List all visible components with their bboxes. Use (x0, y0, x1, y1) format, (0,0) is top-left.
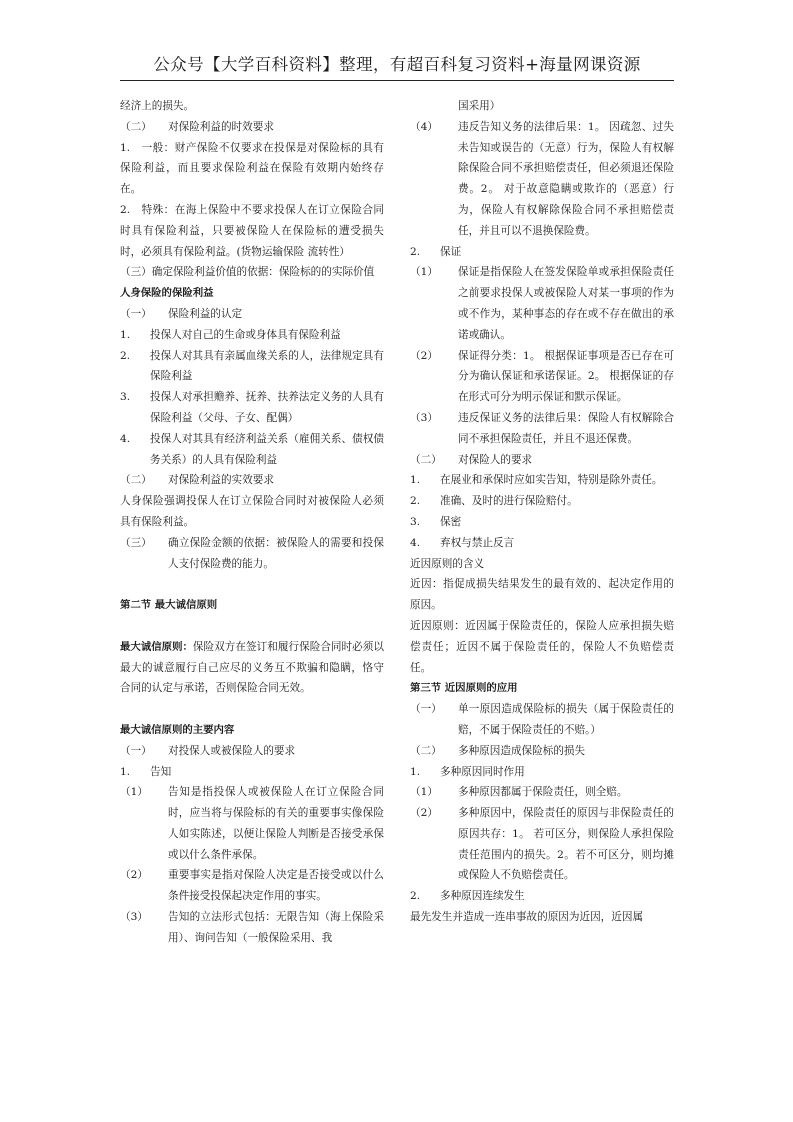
list-item: 4. 弃权与禁止反言 (410, 536, 515, 549)
list-item: 3. 保密 (410, 515, 462, 528)
list-item: （1） 多种原因都属于保险责任，则全赔。 (410, 786, 628, 799)
list-item: （1） 告知是指投保人或被保险人在订立保险合同时，应当将与保险标的有关的重要事实像保险人如实陈述，以便让保险人判断是否接受承保或以什么条件承保。 (120, 786, 384, 861)
paragraph: 2. 特殊：在海上保险中不要求投保人在订立保险合同时具有保险利益，只要被保险人在保险标的遭受损失时，必须具有保险利益。(货物运输保险 流转性） (120, 203, 384, 258)
section-heading: 最大诚信原则的主要内容 (120, 723, 235, 736)
paragraph: 近因：指促成损失结果发生的最有效的、起决定作用的原因。 (410, 578, 674, 612)
list-item: （1） 保证是指保险人在签发保险单或承担保险责任之前要求投保人或被保险人对某一事项的作为或不作为，某种事态的存在或不存在做出的承诺或确认。 (410, 266, 674, 341)
left-column (120, 96, 384, 949)
subheading: （一） 单一原因造成保险标的损失（属于保险责任的赔，不属于保险责任的不赔。） (410, 703, 674, 736)
paragraph: 近因原则的含义 (410, 557, 485, 570)
paragraph: 人身保险强调投保人在订立保险合同时对被保险人必须具有保险利益。 (120, 495, 384, 528)
list-item: 1. 告知 (120, 765, 172, 778)
section-heading: 人身保险的保险利益 (120, 287, 214, 300)
list-item: 2. 准确、及时的进行保险赔付。 (410, 495, 578, 508)
chapter-heading: 第三节 近因原则的应用 (410, 682, 518, 695)
list-item: 2. 保证 (410, 245, 462, 258)
list-item: （3） 违反保证义务的法律后果：保险人有权解除合同不承担保险责任，并且不退还保费。 (410, 411, 674, 445)
list-item: （2） 重要事实是指对保险人决定是否接受或以什么条件接受投保起决定作用的事实。 (120, 869, 384, 903)
definition-term: 最大诚信原则： (120, 640, 193, 653)
paragraph: （三）确定保险利益价值的依据：保险标的的实际价值 (120, 266, 375, 279)
paragraph: 经济上的损失。 (120, 100, 195, 112)
right-column (410, 96, 674, 928)
subheading: （二） 对保险利益的实效要求 (120, 474, 274, 487)
list-item: （3） 告知的立法形式包括：无限告知（海上保险采用）、询问告知（一般保险采用、我 (120, 911, 384, 944)
header-divider (120, 80, 674, 81)
list-item: 2. 多种原因连续发生 (410, 890, 525, 903)
subheading: （二） 多种原因造成保险标的损失 (410, 744, 586, 757)
subheading: （二） 对保险人的要求 (410, 453, 533, 466)
list-item: 1. 在展业和承保时应如实告知，特别是除外责任。 (410, 474, 663, 487)
subheading: （三） 确立保险金额的依据：被保险人的需要和投保人支付保险费的能力。 (120, 536, 384, 570)
list-item: （4） 违反告知义务的法律后果：1。 因疏忽、过失未告知或误告的（无意）行为，保险人有权解除保险合同不承担赔偿责任，但必须退还保险费。2。 对于故意隐瞒或欺诈的（恶意）行为，保险人有权解除保险合同不承担赔偿责任，并且可以不退换保险费。 (410, 120, 674, 237)
list-item: 1. 投保人对自己的生命或身体具有保险利益 (120, 328, 341, 341)
subheading: （一） 对投保人或被保险人的要求 (120, 744, 296, 757)
page-header: 公众号【大学百科资料】整理，有超百科复习资料+海量网课资源 (153, 55, 641, 74)
subheading: （一） 保险利益的认定 (120, 307, 243, 320)
list-item: 3. 投保人对承担赡养、抚养、扶养法定义务的人具有保险利益（父母、子女、配偶） (120, 391, 384, 424)
paragraph: 最先发生并造成一连串事故的原因为近因，近因属 (410, 911, 644, 924)
list-item: 2. 投保人对其具有亲属血缘关系的人，法律规定具有保险利益 (120, 349, 384, 383)
subheading: （二） 对保险利益的时效要求 (120, 120, 274, 133)
paragraph: 近因原则：近因属于保险责任的，保险人应承担损失赔偿责任；近因不属于保险责任的，保险人不负赔偿责任。 (410, 619, 674, 674)
list-item: （2） 保证得分类：1。 根据保证事项是否已存在可分为确认保证和承诺保证。2。 根据保证的存在形式可分为明示保证和默示保证。 (410, 349, 674, 404)
definition-paragraph: 最大诚信原则：保险双方在签订和履行保险合同时必须以最大的诚意履行自己应尽的义务互不欺骗和隐瞒，恪守合同的认定与承诺，否则保险合同无效。 (120, 640, 385, 695)
list-item: （2） 多种原因中，保险责任的原因与非保险责任的原因共存：1。 若可区分，则保险人承担保险责任范围内的损失。2。若不可区分，则均摊或保险人不负赔偿责任。 (410, 807, 674, 882)
list-item: 1. 多种原因同时作用 (410, 765, 525, 778)
paragraph: 1. 一般：财产保险不仅要求在投保是对保险标的具有保险利益，而且要求保险利益在保险有效期内始终存在。 (120, 141, 384, 196)
list-item: 4. 投保人对其具有经济利益关系（雇佣关系、债权债务关系）的人具有保险利益 (120, 432, 384, 466)
chapter-heading: 第二节 最大诚信原则 (120, 599, 218, 612)
paragraph: 国采用） (458, 100, 501, 112)
